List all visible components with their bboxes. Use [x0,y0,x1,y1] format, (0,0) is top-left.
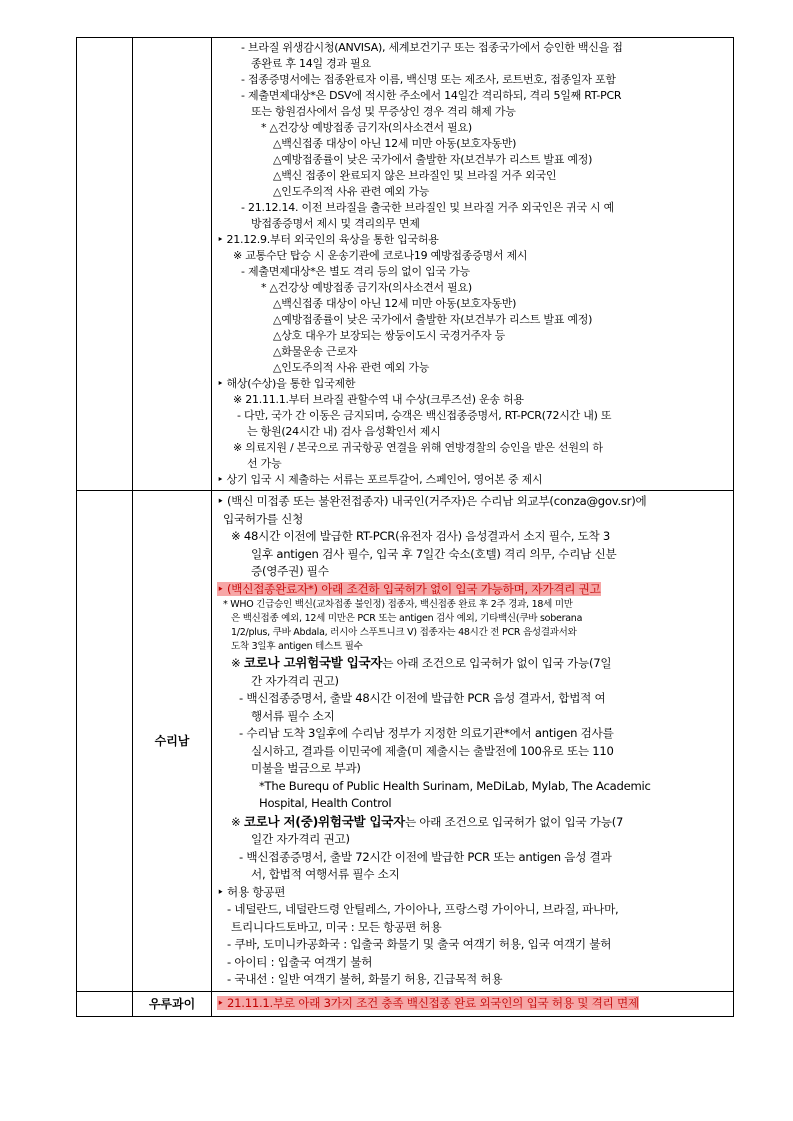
text-line: * △건강상 예방접종 금기자(의사소견서 필요) [261,121,472,134]
reference-mark: ※ [231,814,244,829]
text-line: 입국허가를 신청 [223,511,304,526]
text-line: ※ 의료지원 / 본국으로 귀국항공 연결을 위해 연방경찰의 승인을 받은 선원의 하 [233,441,603,454]
country-entry-table [76,37,734,1017]
country-cell-blank [133,38,212,491]
text-line: 행서류 필수 소지 [251,708,335,723]
region-cell [77,38,133,491]
text-line: - 아이티 : 입출국 여객기 불허 [227,954,373,969]
text-line: - 백신접종증명서, 출발 72시간 이전에 발급한 PCR 또는 antigen 음성 결과 [239,849,612,864]
text-line: 트리니다드토바고, 미국 : 모든 항공편 허용 [231,919,442,934]
text-line: ※ 21.11.1.부터 브라질 관할수역 내 수상(크루즈선) 운송 허용 [233,393,524,406]
highlighted-text: ‣ 21.11.1.부로 아래 3가지 조건 충족 백신접종 완료 외국인의 입국 허용 및 격리 면제 [217,995,639,1010]
text-line: ‣ (백신 미접종 또는 불완전접종자) 내국인(거주자)은 수리남 외교부(conza@gov.sr)에 [217,494,647,508]
text-line: 선 가능 [247,457,282,470]
highlighted-text: ‣ (백신접종완료자*) 아래 조건하 입국허가 없이 입국 가능하며, 자가격리 권고 [217,581,601,596]
text-line: ‣ 해상(수상)을 통한 입국제한 [217,377,356,390]
text-line: 실시하고, 결과를 이민국에 제출(미 제출시는 출발전에 100유로 또는 110 [251,743,614,758]
text-line: 방접종증명서 제시 및 격리의무 면제 [251,217,420,230]
text-line: 서, 합법적 여행서류 필수 소지 [251,867,400,881]
table-row [77,38,734,491]
text-line: * WHO 긴급승인 백신(교차접종 불인정) 접종자, 백신접종 완료 후 2주 경과, 18세 미만 [223,599,573,610]
reference-mark: ※ [231,656,244,670]
text-span: 는 아래 조건으로 입국허가 없이 입국 가능(7일 [382,656,612,670]
text-line: ‣ 허용 항공편 [217,884,286,899]
text-line: △인도주의적 사유 관련 예외 가능 [273,361,430,374]
table-row [77,991,734,1016]
text-line: 은 백신접종 예외, 12세 미만은 PCR 또는 antigen 검사 예외, 기타백신(쿠바 soberana [231,613,583,624]
text-line: - 백신접종증명서, 출발 48시간 이전에 발급한 PCR 음성 결과서, 합법적 여 [239,691,606,705]
text-line: 도착 3일후 antigen 테스트 필수 [231,641,363,652]
text-line: △백신접종 대상이 아닌 12세 미만 아동(보호자동반) [273,137,517,150]
suriname-detail-cell [212,491,734,992]
text-line: ‣ 상기 입국 시 제출하는 서류는 포르투갈어, 스페인어, 영어본 중 제시 [217,473,543,486]
text-line: 미불을 벌금으로 부과) [251,761,361,775]
bold-text: 코로나 저(중)위험국발 입국자 [243,813,405,829]
text-line: - 접종증명서에는 접종완료자 이름, 백신명 또는 제조사, 로트번호, 접종일자 포함 [241,73,616,86]
text-line: - 수리남 도착 3일후에 수리남 정부가 지정한 의료기관*에서 antigen 검사를 [239,726,614,740]
table-row [77,491,734,992]
text-line: △백신 접종이 완료되지 않은 브라질인 및 브라질 거주 외국인 [273,169,557,182]
text-line: Hospital, Health Control [259,796,392,810]
region-cell [77,991,133,1016]
text-line: 간 자가격리 권고) [251,673,339,688]
text-line [217,654,727,673]
text-line: - 다만, 국가 간 이동은 금지되며, 승객은 백신접종증명서, RT-PCR(72시간 내) 또 [237,409,612,422]
brazil-detail-cell [212,38,734,491]
text-line: △예방접종률이 낮은 국가에서 출발한 자(보건부가 리스트 발표 예정) [273,313,593,326]
text-line: △화물운송 근로자 [273,345,358,358]
text-line: - 쿠바, 도미니카공화국 : 입출국 화물기 및 출국 여객기 허용, 입국 여객기 불허 [227,937,612,951]
text-line: * △건강상 예방접종 금기자(의사소견서 필요) [261,281,472,294]
text-line [217,581,727,599]
text-line: △상호 대우가 보장되는 쌍둥이도시 국경거주자 등 [273,329,505,342]
country-name: 수리남 [133,491,212,992]
text-line: *The Burequ of Public Health Surinam, MeDiLab, Mylab, The Academic [259,778,651,793]
text-line: 1/2/plus, 쿠바 Abdala, 러시아 스푸트니크 V) 접종자는 48시간 전 PCR 음성결과서와 [231,627,577,638]
region-cell [77,491,133,992]
bold-text: 코로나 고위험국발 입국자 [243,655,383,670]
text-line: - 브라질 위생감시청(ANVISA), 세계보건기구 또는 접종국가에서 승인한 백신을 접 [241,41,623,54]
text-line: 종완료 후 14일 경과 필요 [251,57,371,70]
text-line: △인도주의적 사유 관련 예외 가능 [273,185,430,198]
text-line: - 네덜란드, 네덜란드령 안틸레스, 가이아나, 프랑스령 가이아니, 브라질, 파나마, [227,902,619,916]
text-line: ※ 48시간 이전에 발급한 RT-PCR(유전자 검사) 음성결과서 소지 필수, 도착 3 [231,529,611,543]
uruguay-detail-cell [212,991,734,1016]
text-line: - 국내선 : 일반 여객기 불허, 화물기 허용, 긴급목적 허용 [227,972,503,986]
text-line: 또는 항원검사에서 음성 및 무증상인 경우 격리 해제 가능 [251,105,516,118]
country-name: 우루과이 [133,991,212,1016]
text-line: 일간 자가격리 권고) [251,832,350,846]
text-line: △백신접종 대상이 아닌 12세 미만 아동(보호자동반) [273,297,517,310]
text-line: 일후 antigen 검사 필수, 입국 후 7일간 숙소(호텔) 격리 의무, 수리남 신분 [251,546,617,561]
text-line [217,813,727,832]
text-span: 는 아래 조건으로 입국허가 없이 입국 가능(7 [404,814,624,829]
text-line: △예방접종률이 낮은 국가에서 출발한 자(보건부가 리스트 발표 예정) [273,153,593,166]
text-line: - 제출면제대상*은 DSV에 적시한 주소에서 14일간 격리하되, 격리 5일째 RT-PCR [241,89,622,102]
text-line: - 21.12.14. 이전 브라질을 출국한 브라질인 및 브라질 거주 외국인은 귀국 시 예 [241,201,615,214]
text-line: 는 항원(24시간 내) 검사 음성확인서 제시 [247,425,441,438]
text-line: - 제출면제대상*은 별도 격리 등의 없이 입국 가능 [241,265,470,278]
text-line: ‣ 21.12.9.부터 외국인의 육상을 통한 입국허용 [217,233,439,246]
text-line: ※ 교통수단 탑승 시 운송기관에 코로나19 예방접종증명서 제시 [233,249,528,262]
text-line [217,995,727,1013]
text-line: 증(영주권) 필수 [251,564,329,578]
